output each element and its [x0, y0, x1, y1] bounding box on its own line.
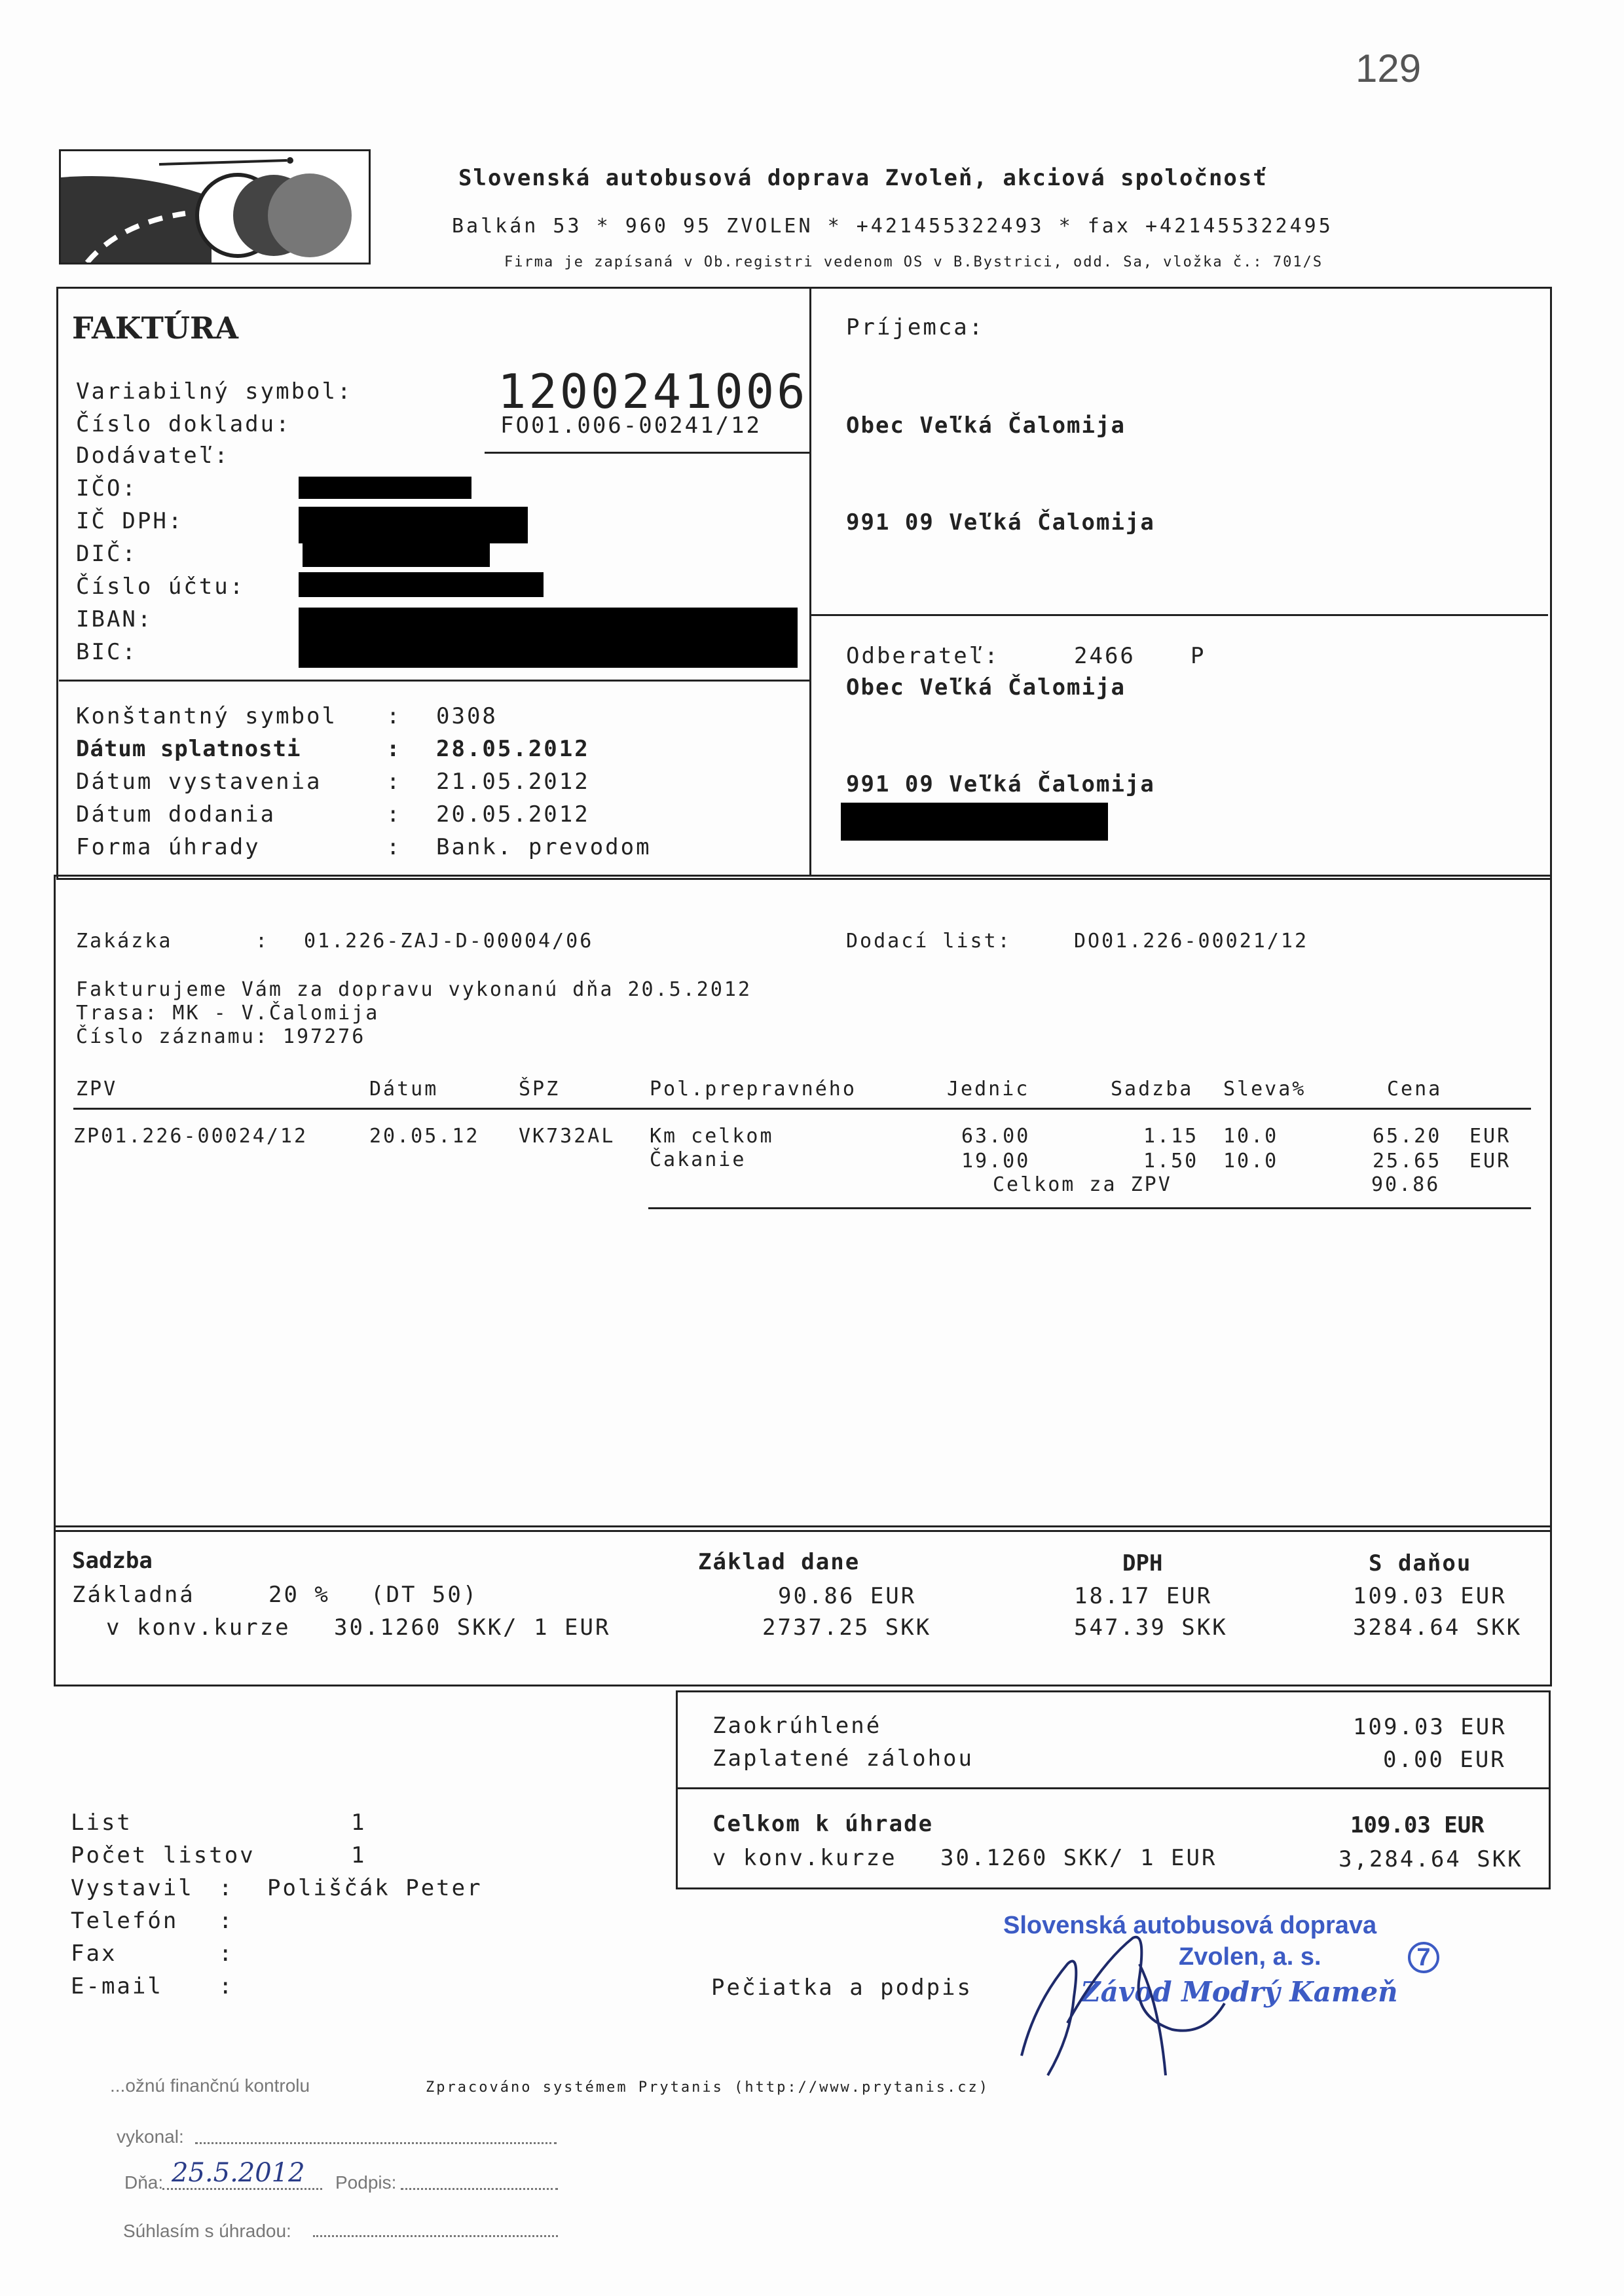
item-rate: 1.50 — [1143, 1150, 1199, 1173]
vat-amount-eur: 18.17 EUR — [1074, 1583, 1213, 1609]
company-address: Balkán 53 * 960 95 ZVOLEN * +421455322493 * fax +421455322495 — [452, 215, 1333, 238]
redaction-customer-extra — [841, 803, 1108, 841]
order-value: 01.226-ZAJ-D-00004/06 — [304, 930, 594, 953]
item-currency: EUR — [1469, 1150, 1511, 1173]
vat-basic-pct: 20 % — [268, 1582, 330, 1608]
vat-amount-skk: 547.39 SKK — [1074, 1614, 1228, 1641]
control-performed-label: vykonal: — [117, 2126, 184, 2147]
handwritten-page-number: 129 — [1356, 46, 1422, 90]
due-conv-label: v konv.kurze — [712, 1845, 897, 1871]
amount-due-value: 109.03 EUR — [1350, 1812, 1485, 1838]
company-registry: Firma je zapísaná v Ob.registri vedenom OS v B.Bystrici, odd. Sa, vložka č.: 701/S — [504, 254, 1323, 270]
item-date: 20.05.12 — [369, 1125, 480, 1148]
control-date-value: 25.5.2012 — [172, 2158, 305, 2188]
variable-symbol-value: 1200241006 — [498, 364, 808, 419]
zpv-total-value: 90.86 — [1371, 1173, 1441, 1196]
vat-total-header: S daňou — [1369, 1550, 1472, 1576]
handwritten-signature — [1008, 1925, 1257, 2095]
email-sep: : — [219, 1973, 234, 1999]
payment-terms — [76, 703, 796, 867]
document-no-label: Číslo dokladu: — [76, 411, 291, 437]
company-logo — [59, 149, 371, 264]
issued-by-label: Vystavil — [71, 1875, 194, 1901]
payment-row: Konštantný symbol : 0308 — [76, 703, 498, 729]
col-header-zpv: ZPV — [76, 1078, 118, 1101]
customer-code: 2466 — [1074, 643, 1135, 669]
amount-due-skk: 3,284.64 SKK — [1338, 1846, 1523, 1872]
item-units: 63.00 — [961, 1125, 1031, 1148]
item-currency: EUR — [1469, 1125, 1511, 1148]
recipient-name: Obec Veľká Čalomija — [846, 412, 1126, 439]
sheet-count-label: Počet listov — [71, 1842, 255, 1868]
col-header-item: Pol.prepravného — [650, 1078, 857, 1101]
document-no-value: FO01.006-00241/12 — [500, 412, 762, 439]
item-units: 19.00 — [961, 1150, 1031, 1173]
control-consent-label: Súhlasím s úhradou: — [123, 2221, 291, 2241]
payment-row: Dátum vystavenia : 21.05.2012 — [76, 769, 590, 795]
zpv-total-label: Celkom za ZPV — [993, 1173, 1172, 1196]
vat-conv-rate: 30.1260 SKK/ 1 EUR — [334, 1614, 611, 1641]
due-conv-rate: 30.1260 SKK/ 1 EUR — [940, 1845, 1217, 1871]
amount-due-label: Celkom k úhrade — [712, 1811, 934, 1837]
bic-label: BIC: — [76, 639, 138, 665]
order-sep: : — [255, 930, 270, 953]
item-name: Km celkom — [650, 1125, 774, 1148]
phone-label: Telefón — [71, 1908, 179, 1934]
redaction-account — [299, 572, 544, 597]
col-header-discount: Sleva% — [1223, 1078, 1306, 1101]
variable-symbol-label: Variabilný symbol: — [76, 378, 353, 405]
item-price: 25.65 — [1373, 1150, 1442, 1173]
vat-conv-label: v konv.kurze — [106, 1614, 291, 1641]
ic-dph-label: IČ DPH: — [76, 508, 184, 534]
invoice-note-line3: Číslo záznamu: 197276 — [76, 1025, 366, 1048]
email-label: E-mail — [71, 1973, 163, 1999]
vat-basic-note: (DT 50) — [371, 1582, 479, 1608]
sheet-label: List — [71, 1810, 132, 1836]
control-date-label: Dňa: — [124, 2172, 164, 2193]
col-header-plate: ŠPZ — [519, 1078, 561, 1101]
col-header-units: Jednic — [947, 1078, 1030, 1101]
item-discount: 10.0 — [1223, 1150, 1279, 1173]
payment-row-due: Dátum splatnosti : 28.05.2012 — [76, 736, 590, 762]
vat-rate-header: Sadzba — [72, 1548, 153, 1574]
company-name: Slovenská autobusová doprava Zvoleň, akciová spoločnosť — [458, 165, 1268, 191]
ico-label: IČO: — [76, 475, 138, 501]
control-title: ...ožnú finančnú kontrolu — [110, 2075, 310, 2096]
vat-base-eur: 90.86 EUR — [778, 1583, 917, 1609]
issued-by-value: Poliščák Peter — [267, 1875, 483, 1901]
bus-road-logo-icon — [61, 151, 369, 263]
col-header-price: Cena — [1387, 1078, 1443, 1101]
customer-flag: P — [1190, 643, 1206, 669]
customer-name: Obec Veľká Čalomija — [846, 674, 1126, 701]
item-rate: 1.15 — [1143, 1125, 1199, 1148]
company-stamp: Slovenská autobusová doprava Zvolen, a. s. 7 Závod Modrý Kameň — [995, 1912, 1467, 2023]
vat-base-skk: 2737.25 SKK — [762, 1614, 932, 1641]
redaction-ic-dph — [299, 507, 528, 543]
invoice-title: FAKTÚRA — [72, 310, 238, 346]
supplier-label: Dodávateľ: — [76, 443, 230, 469]
vat-basic-label: Základná — [72, 1582, 195, 1608]
advance-value: 0.00 EUR — [1383, 1747, 1506, 1773]
item-name: Čakanie — [650, 1148, 747, 1171]
recipient-label: Príjemca: — [846, 314, 985, 340]
control-sign-label: Podpis: — [335, 2172, 397, 2193]
redaction-ico — [299, 477, 471, 499]
invoice-note-line1: Fakturujeme Vám za dopravu vykonanú dňa 20.5.2012 — [76, 978, 752, 1001]
order-label: Zakázka — [76, 930, 173, 953]
customer-city: 991 09 Veľká Čalomija — [846, 771, 1155, 797]
recipient-city: 991 09 Veľká Čalomija — [846, 509, 1155, 536]
invoice-note-line2: Trasa: MK - V.Čalomija — [76, 1002, 380, 1025]
vat-base-header: Základ dane — [698, 1549, 860, 1575]
payment-row: Dátum dodania : 20.05.2012 — [76, 801, 590, 828]
delivery-note-label: Dodací list: — [846, 930, 1012, 953]
vat-amount-header: DPH — [1122, 1550, 1163, 1576]
sheet-value: 1 — [351, 1810, 367, 1836]
phone-sep: : — [219, 1908, 234, 1934]
payment-row: Forma úhrady : Bank. prevodom — [76, 834, 652, 860]
items-frame — [54, 875, 1552, 1532]
advance-label: Zaplatené zálohou — [712, 1745, 974, 1772]
iban-label: IBAN: — [76, 606, 153, 632]
dic-label: DIČ: — [76, 541, 138, 567]
item-zpv: ZP01.226-00024/12 — [73, 1125, 308, 1148]
item-discount: 10.0 — [1223, 1125, 1279, 1148]
delivery-note-value: DO01.226-00021/12 — [1074, 930, 1309, 953]
account-label: Číslo účtu: — [76, 574, 246, 600]
rounded-label: Zaokrúhlené — [712, 1713, 882, 1739]
redaction-dic — [303, 542, 490, 567]
item-price: 65.20 — [1373, 1125, 1442, 1148]
system-note: Zpracováno systémem Prytanis (http://www.prytanis.cz) — [426, 2079, 989, 2096]
vat-total-skk: 3284.64 SKK — [1353, 1614, 1522, 1641]
item-plate: VK732AL — [519, 1125, 616, 1148]
rounded-value: 109.03 EUR — [1353, 1714, 1507, 1740]
col-header-date: Dátum — [369, 1078, 439, 1101]
redaction-iban-bic — [299, 608, 798, 668]
stamp-signature-label: Pečiatka a podpis — [711, 1975, 972, 2001]
col-header-rate: Sadzba — [1111, 1078, 1194, 1101]
sheet-count-value: 1 — [351, 1842, 367, 1868]
vat-total-eur: 109.03 EUR — [1353, 1583, 1507, 1609]
fax-sep: : — [219, 1941, 234, 1967]
fax-label: Fax — [71, 1941, 117, 1967]
customer-label: Odberateľ: — [846, 643, 1000, 669]
issued-by-sep: : — [219, 1875, 234, 1901]
